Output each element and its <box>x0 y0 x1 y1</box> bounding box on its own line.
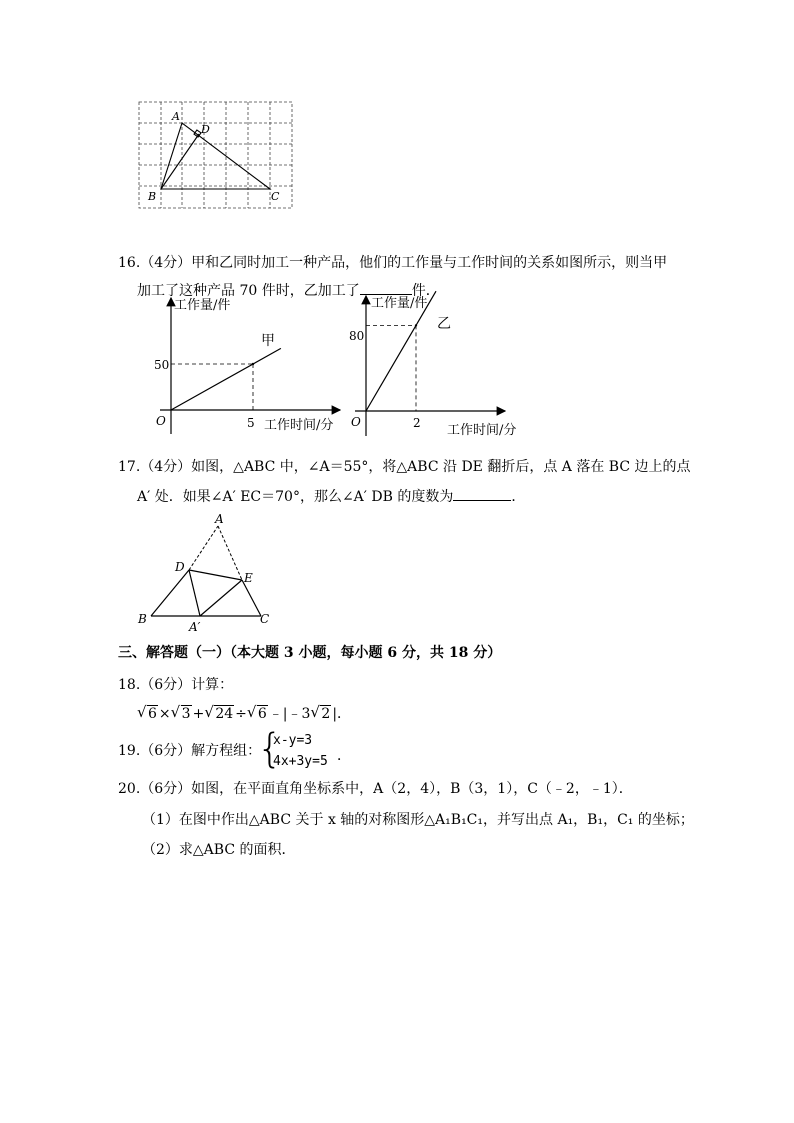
q17-fold-figure <box>133 510 283 635</box>
segment-ae-dashed <box>218 526 242 580</box>
label-a: A <box>215 512 224 526</box>
label-d: D <box>201 123 210 136</box>
label-c: C <box>260 612 270 626</box>
abs-open: ﹣|﹣3 <box>268 706 311 722</box>
q19-intro: 19.（6分）解方程组： <box>118 743 262 759</box>
q19-eq1: x-y=3 <box>273 733 313 748</box>
chart-yi-xlabel: 工作时间/分 <box>447 423 517 438</box>
sqrt-24: √ 24 <box>204 704 234 724</box>
chart-jia-series-label: 甲 <box>261 333 275 349</box>
divide-sign: ÷ <box>235 706 247 722</box>
q20-intro: 20.（6分）如图，在平面直角坐标系中，A（2，4），B（3，1），C（﹣2，﹣1）． <box>118 781 633 797</box>
chart-yi-xtick: 2 <box>413 416 421 430</box>
q17-line1: 17.（4分）如图，△ABC 中，∠A＝55°，将△ABC 沿 DE 翻折后，点 A 落在 BC 边上的点 <box>118 459 691 475</box>
segment-ad-dashed <box>189 526 218 570</box>
segment-ec <box>242 580 261 616</box>
chart-yi-data-point <box>415 324 417 326</box>
chart-jia-ylabel: 工作量/件 <box>174 298 231 313</box>
plus-sign: + <box>192 706 205 722</box>
q17-answer-blank[interactable] <box>453 486 511 501</box>
q17-line2-post: ． <box>511 489 526 505</box>
label-b: B <box>138 612 147 626</box>
q19-end: ． <box>337 748 351 764</box>
chart-jia-data-point <box>252 363 254 365</box>
label-e: E <box>244 571 253 585</box>
q20-part1: （1）在图中作出△ABC 关于 x 轴的对称图形△A₁B₁C₁，并写出点 A₁，B₁，C₁ 的坐标； <box>142 812 694 828</box>
sqrt-6b: √ 6 <box>247 704 268 724</box>
chart-yi-ytick: 80 <box>349 329 365 343</box>
chart-yi-ylabel: 工作量/件 <box>371 296 428 311</box>
times-sign: × <box>158 706 171 722</box>
section3-heading: 三、解答题（一）（本大题 3 小题，每小题 6 分，共 18 分） <box>118 645 502 661</box>
chart-jia-ytick: 50 <box>154 358 170 372</box>
segment-bd <box>161 134 199 189</box>
label-c: C <box>271 190 280 203</box>
q18-expression <box>137 704 351 724</box>
q16-line2-pre: 加工了这种产品 70 件时，乙加工了 <box>137 283 360 299</box>
sqrt-2: √ 2 <box>310 704 331 724</box>
q19-eq2: 4x+3y=5 <box>273 754 328 769</box>
label-d: D <box>175 560 185 574</box>
sqrt-3: √ 3 <box>171 704 192 724</box>
abs-close: |． <box>332 706 352 722</box>
q15-grid-figure <box>135 98 300 213</box>
label-a-prime: A′ <box>189 620 201 634</box>
chart-jia-series-line <box>171 348 281 410</box>
sqrt-6: √ 6 <box>137 704 158 724</box>
q19-brace: { <box>257 726 283 772</box>
label-b: B <box>148 190 157 203</box>
q20-part2: （2）求△ABC 的面积． <box>142 842 296 858</box>
label-a: A <box>172 110 180 123</box>
q17-line2 <box>137 486 525 507</box>
segment-da-prime <box>189 570 200 616</box>
q17-line2-pre: A′ 处．如果∠A′ EC＝70°，那么∠A′ DB 的度数为 <box>137 489 454 505</box>
chart-yi-series-label: 乙 <box>437 316 451 332</box>
chart-jia-origin: O <box>156 414 166 428</box>
triangle-abc <box>161 123 270 189</box>
segment-ea-prime <box>200 580 242 616</box>
q18-intro: 18.（6分）计算： <box>118 677 234 693</box>
chart-jia <box>140 292 350 437</box>
segment-bd <box>151 570 189 616</box>
chart-jia-xtick: 5 <box>247 416 255 430</box>
q16-line1: 16.（4分）甲和乙同时加工一种产品，他们的工作量与工作时间的关系如图所示，则当甲 <box>118 255 668 271</box>
q16-line2-post: 件． <box>411 283 440 299</box>
chart-yi <box>335 290 535 438</box>
chart-yi-origin: O <box>351 415 361 429</box>
chart-jia-xlabel: 工作时间/分 <box>264 418 334 433</box>
segment-de <box>189 570 242 580</box>
